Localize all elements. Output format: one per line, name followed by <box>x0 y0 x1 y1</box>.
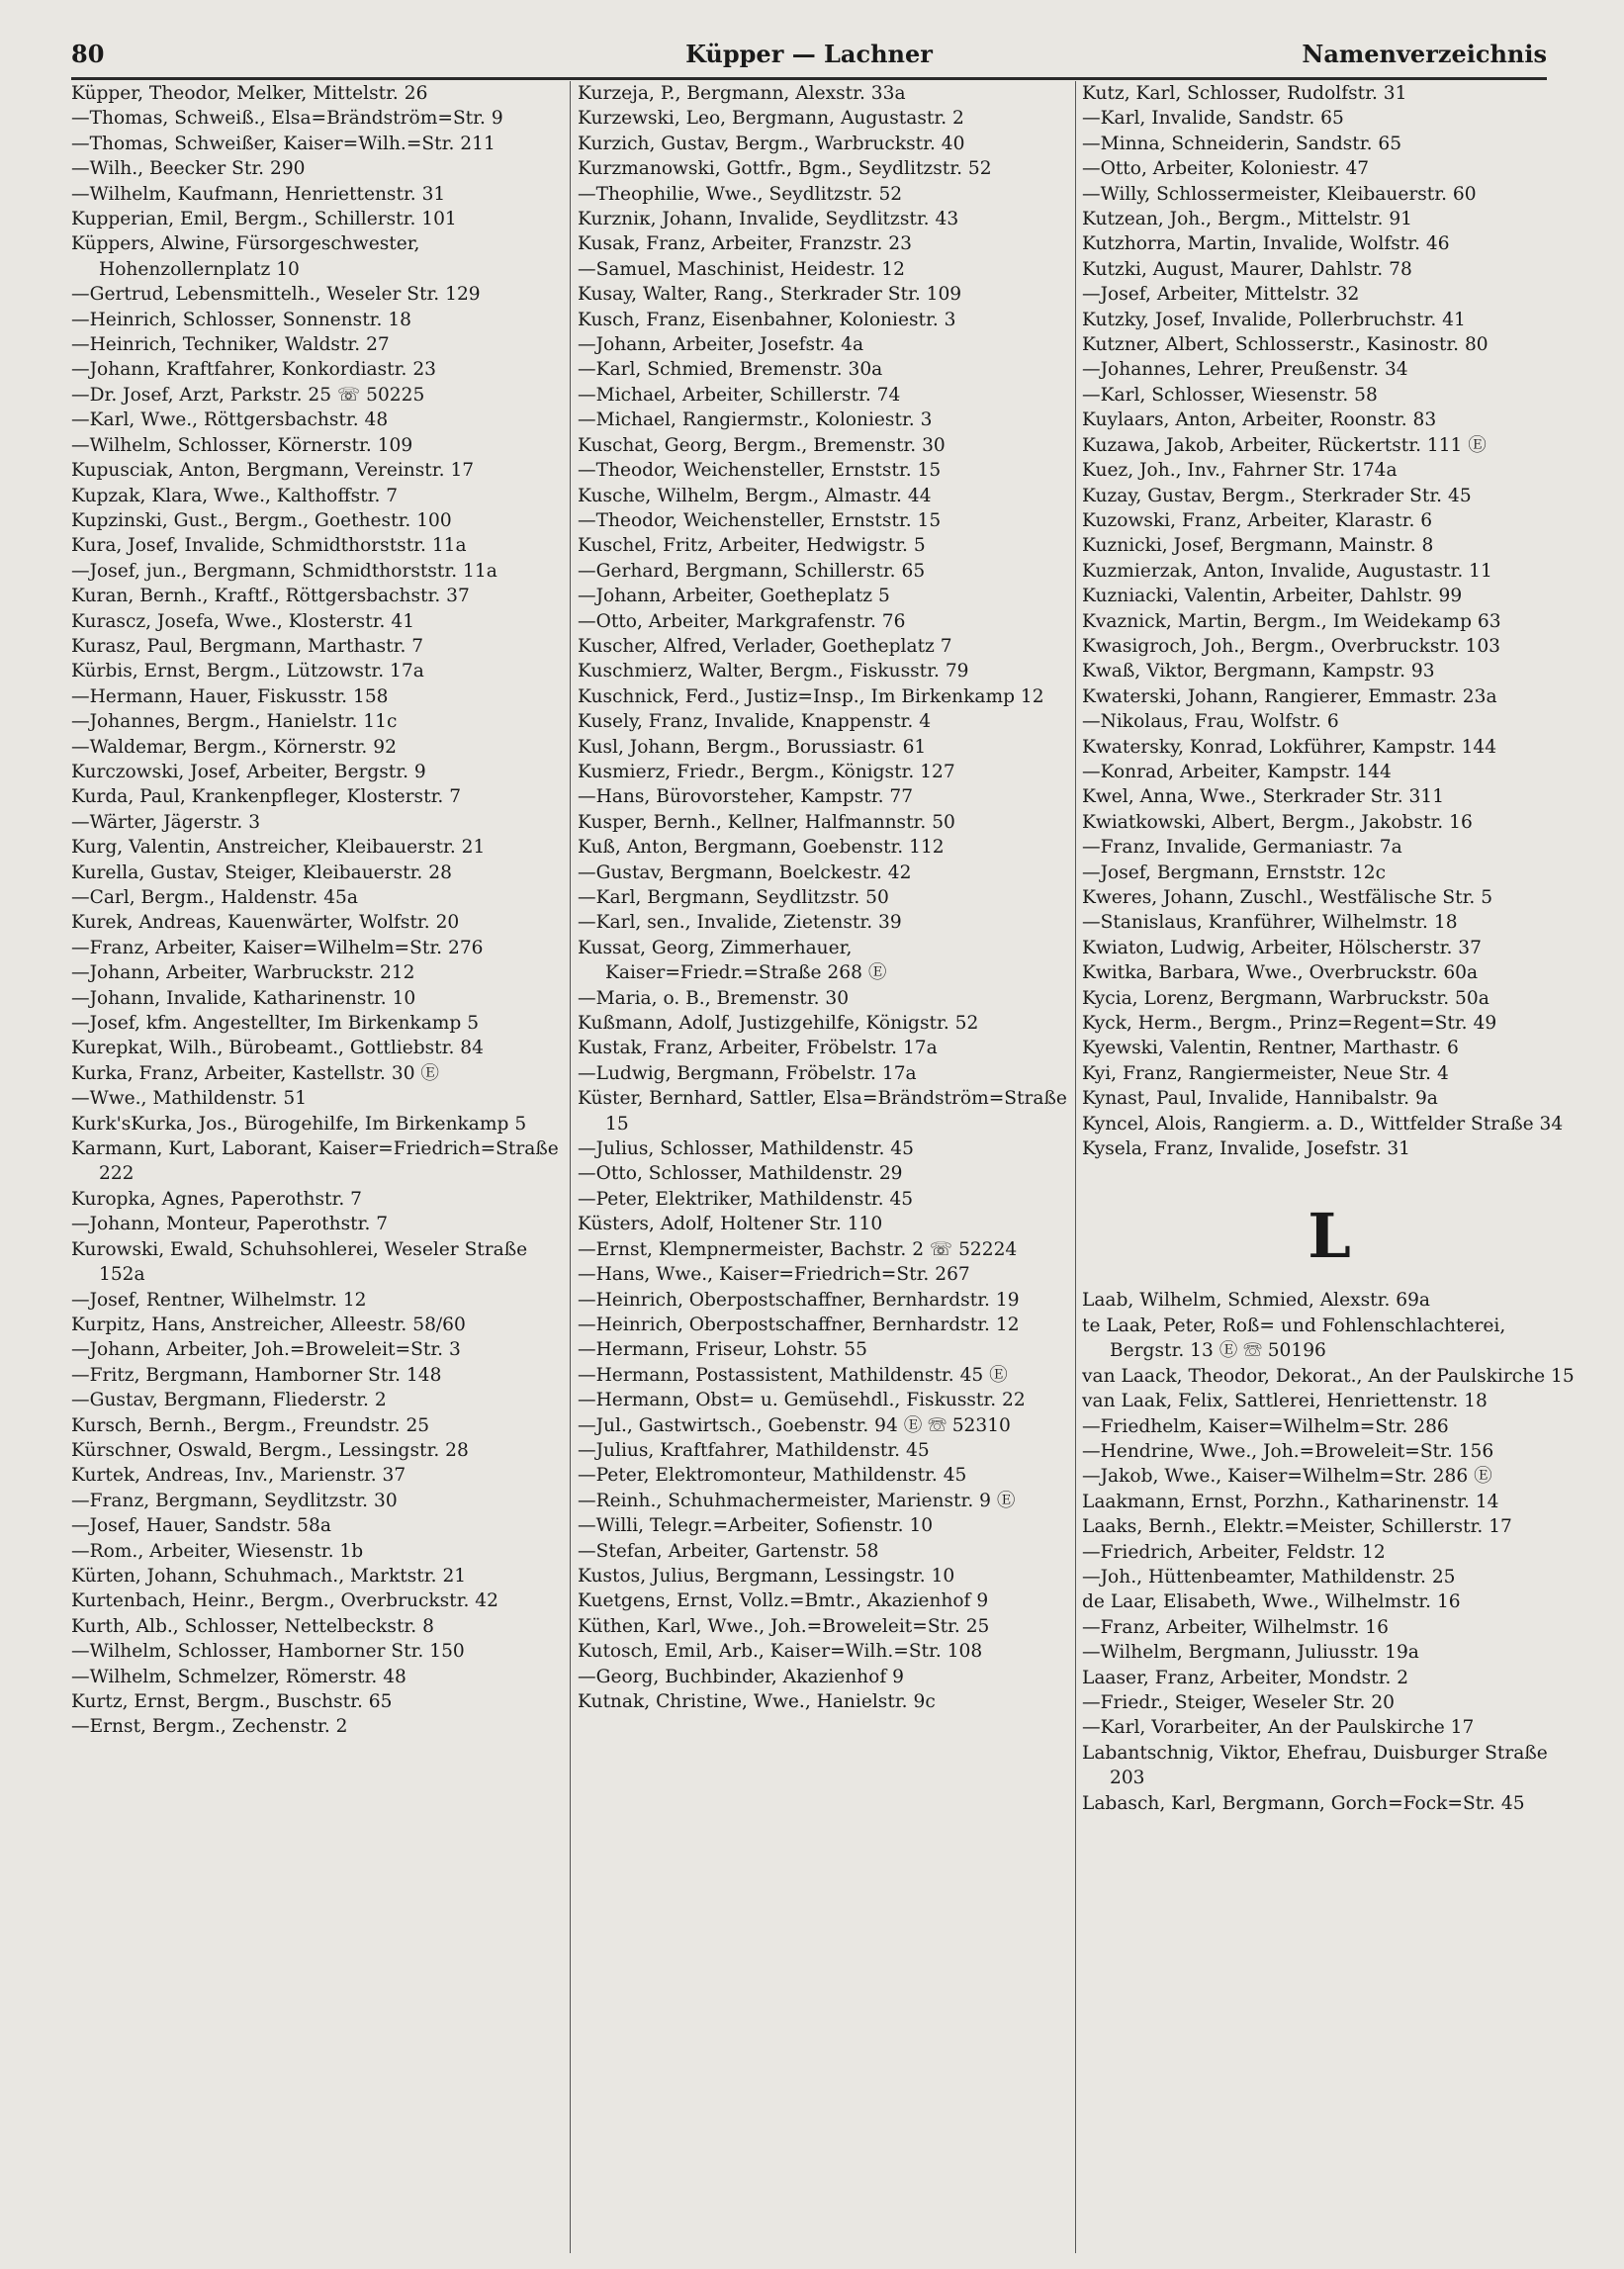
directory-entry: —Samuel, Maschinist, Heidestr. 12 <box>578 258 905 280</box>
directory-entry: Kurczowski, Josef, Arbeiter, Bergstr. 9 <box>71 761 426 782</box>
directory-entry: —Julius, Schlosser, Mathildenstr. 45 <box>578 1138 914 1160</box>
section-letter-heading: L <box>1308 1200 1351 1273</box>
directory-entry: Laaks, Bernh., Elektr.=Meister, Schillerstr. 17 <box>1082 1516 1512 1538</box>
directory-entry: —Fritz, Bergmann, Hamborner Str. 148 <box>71 1364 442 1386</box>
directory-entry: —Heinrich, Schlosser, Sonnenstr. 18 <box>71 309 412 330</box>
directory-entry: Kusch, Franz, Eisenbahner, Koloniestr. 3 <box>578 309 956 330</box>
directory-entry: —Nikolaus, Frau, Wolfstr. 6 <box>1082 711 1339 733</box>
directory-entry: —Minna, Schneiderin, Sandstr. 65 <box>1082 133 1402 154</box>
directory-entry: —Willi, Telegr.=Arbeiter, Sofienstr. 10 <box>578 1515 934 1537</box>
directory-entry: Kutzner, Albert, Schlosserstr., Kasinostr. 80 <box>1082 334 1489 356</box>
directory-entry: —Otto, Schlosser, Mathildenstr. 29 <box>578 1163 903 1185</box>
directory-entry: —Rom., Arbeiter, Wiesenstr. 1b <box>71 1540 364 1562</box>
directory-entry: Kursch, Bernh., Bergm., Freundstr. 25 <box>71 1414 430 1436</box>
directory-entry: Kuez, Joh., Inv., Fahrner Str. 174a <box>1082 460 1398 482</box>
directory-entry: —Hans, Bürovorsteher, Kampstr. 77 <box>578 786 914 808</box>
directory-entry: Kurk'sKurka, Jos., Bürogehilfe, Im Birkenkamp 5 <box>71 1113 527 1134</box>
directory-entry: te Laak, Peter, Roß= und Fohlenschlachterei, Bergstr. 13 Ⓔ ☏ 50196 <box>1082 1315 1506 1362</box>
directory-entry: Kurtek, Andreas, Inv., Marienstr. 37 <box>71 1465 406 1487</box>
directory-entry: —Reinh., Schuhmachermeister, Marienstr. 9 Ⓔ <box>578 1490 1016 1511</box>
directory-entry: Küsters, Adolf, Holtener Str. 110 <box>578 1214 883 1235</box>
directory-entry: —Theodor, Weichensteller, Ernststr. 15 <box>578 460 942 482</box>
directory-entry: Kwatersky, Konrad, Lokführer, Kampstr. 144 <box>1082 736 1497 758</box>
directory-entry: Kyewski, Valentin, Rentner, Marthastr. 6 <box>1082 1038 1459 1059</box>
directory-entry: —Josef, Hauer, Sandstr. 58a <box>71 1515 331 1537</box>
directory-entry: Kutosch, Emil, Arb., Kaiser=Wilh.=Str. 108 <box>578 1641 983 1663</box>
directory-entry: —Ludwig, Bergmann, Fröbelstr. 17a <box>578 1062 917 1084</box>
directory-entry: —Hermann, Hauer, Fiskusstr. 158 <box>71 685 389 707</box>
directory-entry: —Josef, Bergmann, Ernststr. 12c <box>1082 862 1386 883</box>
directory-entry: Kwaterski, Johann, Rangierer, Emmastr. 23a <box>1082 685 1497 707</box>
directory-column-2 <box>578 81 1068 2257</box>
directory-entry: Kwitka, Barbara, Wwe., Overbruckstr. 60a <box>1082 962 1479 984</box>
directory-entry: —Dr. Josef, Arzt, Parkstr. 25 ☏ 50225 <box>71 384 425 406</box>
directory-entry: Kurtz, Ernst, Bergm., Buschstr. 65 <box>71 1691 393 1712</box>
directory-entry: Küppers, Alwine, Fürsorgeschwester, Hohenzollernplatz 10 <box>71 233 420 280</box>
directory-entry: —Willy, Schlossermeister, Kleibauerstr. 60 <box>1082 183 1477 205</box>
directory-entry: Kurzmanowski, Gottfr., Bgm., Seydlitzstr. 52 <box>578 158 992 180</box>
directory-entry: Kusper, Bernh., Kellner, Halfmannstr. 50 <box>578 811 955 833</box>
directory-entry: —Stefan, Arbeiter, Gartenstr. 58 <box>578 1540 879 1562</box>
directory-entry: —Heinrich, Oberpostschaffner, Bernhardstr. 19 <box>578 1289 1020 1311</box>
directory-entry: Kupusciak, Anton, Bergmann, Vereinstr. 17 <box>71 460 475 482</box>
directory-entry: Kuzawa, Jakob, Arbeiter, Rückertstr. 111 Ⓔ <box>1082 434 1487 456</box>
directory-entry: —Johannes, Lehrer, Preußenstr. 34 <box>1082 359 1408 381</box>
directory-entry: Kupperian, Emil, Bergm., Schillerstr. 101 <box>71 209 457 230</box>
directory-entry: —Heinrich, Oberpostschaffner, Bernhardstr. 12 <box>578 1314 1020 1335</box>
directory-entry: —Johann, Kraftfahrer, Konkordiastr. 23 <box>71 359 436 381</box>
directory-entry: Kurzeja, P., Bergmann, Alexstr. 33a <box>578 83 906 104</box>
directory-entry: Kutzean, Joh., Bergm., Mittelstr. 91 <box>1082 209 1413 230</box>
directory-entry: —Johann, Invalide, Katharinenstr. 10 <box>71 987 416 1009</box>
directory-entry: Kuschel, Fritz, Arbeiter, Hedwigstr. 5 <box>578 535 926 557</box>
directory-entry: Kurasz, Paul, Bergmann, Marthastr. 7 <box>71 635 424 657</box>
directory-entry: Kyi, Franz, Rangiermeister, Neue Str. 4 <box>1082 1062 1449 1084</box>
directory-entry: Kurzniк, Johann, Invalide, Seydlitzstr. 43 <box>578 209 959 230</box>
directory-entry: —Wilhelm, Bergmann, Juliusstr. 19a <box>1082 1642 1419 1664</box>
directory-entry: Kuropka, Agnes, Paperothstr. 7 <box>71 1188 362 1210</box>
directory-entry: —Johannes, Bergm., Hanielstr. 11c <box>71 711 398 733</box>
directory-entry: —Karl, Wwe., Röttgersbachstr. 48 <box>71 409 389 431</box>
directory-entry: —Waldemar, Bergm., Körnerstr. 92 <box>71 736 397 758</box>
directory-entry: Kwel, Anna, Wwe., Sterkrader Str. 311 <box>1082 786 1445 808</box>
directory-entry: —Heinrich, Techniker, Waldstr. 27 <box>71 334 390 356</box>
directory-entry: Kuetgens, Ernst, Vollz.=Bmtr., Akazienhof 9 <box>578 1590 989 1612</box>
directory-entry: —Theodor, Weichensteller, Ernststr. 15 <box>578 509 942 531</box>
directory-entry: —Wilhelm, Schmelzer, Römerstr. 48 <box>71 1666 406 1687</box>
directory-entry: Kurepkat, Wilh., Bürobeamt., Gottliebstr. 84 <box>71 1038 484 1059</box>
directory-entry: Kura, Josef, Invalide, Schmidthorststr. 11a <box>71 535 467 557</box>
directory-entry: —Johann, Arbeiter, Warbruckstr. 212 <box>71 962 415 984</box>
directory-entry: Kußmann, Adolf, Justizgehilfe, Königstr. 52 <box>578 1013 979 1035</box>
directory-entry: —Josef, Rentner, Wilhelmstr. 12 <box>71 1289 367 1311</box>
directory-entry: Kuran, Bernh., Kraftf., Röttgersbachstr. 37 <box>71 586 470 607</box>
directory-entry: Kustak, Franz, Arbeiter, Fröbelstr. 17a <box>578 1038 938 1059</box>
directory-entry: Kurpitz, Hans, Anstreicher, Alleestr. 58/60 <box>71 1314 466 1335</box>
directory-entry: —Ernst, Klempnermeister, Bachstr. 2 ☏ 52224 <box>578 1238 1018 1260</box>
directory-entry: —Jakob, Wwe., Kaiser=Wilhelm=Str. 286 Ⓔ <box>1082 1466 1492 1488</box>
directory-entry: Küpper, Theodor, Melker, Mittelstr. 26 <box>71 83 428 104</box>
directory-entry: —Franz, Arbeiter, Wilhelmstr. 16 <box>1082 1616 1389 1638</box>
directory-entry: Kusl, Johann, Bergm., Borussiastr. 61 <box>578 736 927 758</box>
directory-entry: —Josef, kfm. Angestellter, Im Birkenkamp 5 <box>71 1013 480 1035</box>
directory-entry: —Ernst, Bergm., Zechenstr. 2 <box>71 1716 348 1738</box>
directory-entry: —Peter, Elektromonteur, Mathildenstr. 45 <box>578 1465 967 1487</box>
directory-entry: Kutz, Karl, Schlosser, Rudolfstr. 31 <box>1082 83 1407 104</box>
directory-column-1 <box>71 81 562 2257</box>
directory-entry: —Wilhelm, Schlosser, Hamborner Str. 150 <box>71 1641 465 1663</box>
directory-entry: Laakmann, Ernst, Porzhn., Katharinenstr. 14 <box>1082 1491 1499 1512</box>
directory-entry: —Gustav, Bergmann, Fliederstr. 2 <box>71 1390 387 1411</box>
directory-entry: van Laak, Felix, Sattlerei, Henriettenstr. 18 <box>1082 1391 1488 1412</box>
directory-entry: Kuscher, Alfred, Verlader, Goetheplatz 7 <box>578 635 952 657</box>
directory-entry: —Otto, Arbeiter, Markgrafenstr. 76 <box>578 610 906 632</box>
directory-entry: Kwasigroch, Joh., Bergm., Overbruckstr. 103 <box>1082 635 1501 657</box>
directory-entry: Kuzmierzak, Anton, Invalide, Augustastr. 11 <box>1082 560 1492 582</box>
directory-entry: Kuzowski, Franz, Arbeiter, Klarastr. 6 <box>1082 509 1433 531</box>
directory-entry: Kycia, Lorenz, Bergmann, Warbruckstr. 50a <box>1082 987 1489 1009</box>
directory-entry: —Konrad, Arbeiter, Kampstr. 144 <box>1082 761 1392 782</box>
directory-entry: Laab, Wilhelm, Schmied, Alexstr. 69a <box>1082 1290 1431 1312</box>
directory-entry: Kysela, Franz, Invalide, Josefstr. 31 <box>1082 1138 1411 1160</box>
directory-entry: —Georg, Buchbinder, Akazienhof 9 <box>578 1666 904 1687</box>
directory-entry: —Carl, Bergm., Haldenstr. 45a <box>71 887 358 908</box>
column-divider <box>570 81 571 2253</box>
directory-entry: Kutnak, Christine, Wwe., Hanielstr. 9c <box>578 1691 936 1712</box>
directory-entry: —Joh., Hüttenbeamter, Mathildenstr. 25 <box>1082 1566 1456 1588</box>
directory-entry: Kürbis, Ernst, Bergm., Lützowstr. 17a <box>71 661 424 682</box>
directory-entry: —Friedr., Steiger, Weseler Str. 20 <box>1082 1691 1395 1713</box>
directory-entry: Kutzky, Josef, Invalide, Pollerbruchstr. 41 <box>1082 309 1466 330</box>
directory-entry: Kurowski, Ewald, Schuhsohlerei, Weseler Straße 152a <box>71 1238 528 1286</box>
directory-column-3 <box>1082 81 1577 2257</box>
directory-entry: Kurek, Andreas, Kauenwärter, Wolfstr. 20 <box>71 912 460 934</box>
directory-entry: Kuzniacki, Valentin, Arbeiter, Dahlstr. 99 <box>1082 586 1463 607</box>
directory-entry: Kurtenbach, Heinr., Bergm., Overbruckstr. 42 <box>71 1590 498 1612</box>
directory-entry: Kutzki, August, Maurer, Dahlstr. 78 <box>1082 258 1412 280</box>
directory-entry: Kurka, Franz, Arbeiter, Kastellstr. 30 Ⓔ <box>71 1062 440 1084</box>
directory-entry: Kusely, Franz, Invalide, Knappenstr. 4 <box>578 711 932 733</box>
directory-entry: —Karl, Schmied, Bremenstr. 30a <box>578 359 883 381</box>
directory-entry: —Michael, Arbeiter, Schillerstr. 74 <box>578 384 901 406</box>
directory-entry: —Wilh., Beecker Str. 290 <box>71 158 306 180</box>
directory-entry: —Karl, Vorarbeiter, An der Paulskirche 17 <box>1082 1717 1475 1739</box>
directory-entry: Kusay, Walter, Rang., Sterkrader Str. 109 <box>578 284 962 306</box>
directory-entry: Karmann, Kurt, Laborant, Kaiser=Friedrich=Straße 222 <box>71 1138 559 1185</box>
directory-entry: —Franz, Invalide, Germaniastr. 7a <box>1082 837 1402 859</box>
directory-entry: Kupzak, Klara, Wwe., Kalthoffstr. 7 <box>71 485 399 506</box>
directory-entry: Kuschmierz, Walter, Bergm., Fiskusstr. 79 <box>578 661 969 682</box>
directory-entry: —Gertrud, Lebensmittelh., Weseler Str. 129 <box>71 284 481 306</box>
directory-entry: Kurg, Valentin, Anstreicher, Kleibauerstr. 21 <box>71 837 486 859</box>
directory-entry: —Franz, Bergmann, Seydlitzstr. 30 <box>71 1490 398 1511</box>
directory-entry: Küthen, Karl, Wwe., Joh.=Broweleit=Str. 25 <box>578 1615 990 1637</box>
directory-entry: —Karl, sen., Invalide, Zietenstr. 39 <box>578 912 902 934</box>
directory-entry: —Julius, Kraftfahrer, Mathildenstr. 45 <box>578 1439 930 1461</box>
directory-entry: Kuzay, Gustav, Bergm., Sterkrader Str. 45 <box>1082 485 1472 506</box>
directory-entry: Kusche, Wilhelm, Bergm., Almastr. 44 <box>578 485 932 506</box>
directory-entry: Kvaznick, Martin, Bergm., Im Weidekamp 63 <box>1082 610 1501 632</box>
directory-entry: —Gustav, Bergmann, Boelckestr. 42 <box>578 862 912 883</box>
directory-entry: Kuschnick, Ferd., Justiz=Insp., Im Birkenkamp 12 <box>578 685 1044 707</box>
directory-entry: —Hermann, Postassistent, Mathildenstr. 45 Ⓔ <box>578 1364 1008 1386</box>
directory-entry: Kyncel, Alois, Rangierm. a. D., Wittfelder Straße 34 <box>1082 1113 1564 1134</box>
running-title: Küpper — Lachner <box>685 40 933 68</box>
directory-entry: Labasch, Karl, Bergmann, Gorch=Fock=Str. 45 <box>1082 1792 1525 1814</box>
directory-entry: Kuylaars, Anton, Arbeiter, Roonstr. 83 <box>1082 409 1437 431</box>
directory-entry: —Hans, Wwe., Kaiser=Friedrich=Str. 267 <box>578 1264 970 1286</box>
page-number: 80 <box>71 40 105 68</box>
directory-entry: Kutzhorra, Martin, Invalide, Wolfstr. 46 <box>1082 233 1450 255</box>
header-rule <box>71 77 1547 80</box>
directory-entry: —Johann, Arbeiter, Goetheplatz 5 <box>578 586 890 607</box>
directory-entry: —Hermann, Friseur, Lohstr. 55 <box>578 1339 867 1361</box>
directory-entry: —Johann, Arbeiter, Josefstr. 4a <box>578 334 864 356</box>
directory-entry: —Hendrine, Wwe., Joh.=Broweleit=Str. 156 <box>1082 1440 1494 1462</box>
directory-entry: —Josef, Arbeiter, Mittelstr. 32 <box>1082 284 1360 306</box>
directory-entry: Labantschnig, Viktor, Ehefrau, Duisburger Straße 203 <box>1082 1742 1548 1789</box>
directory-entry: —Wwe., Mathildenstr. 51 <box>71 1088 308 1110</box>
directory-entry: Kuzniсki, Josef, Bergmann, Mainstr. 8 <box>1082 535 1434 557</box>
directory-entry: —Johann, Arbeiter, Joh.=Broweleit=Str. 3 <box>71 1339 461 1361</box>
directory-entry: Kwiatkowski, Albert, Bergm., Jakobstr. 16 <box>1082 811 1473 833</box>
directory-entry: van Laack, Theodor, Dekorat., An der Paulskirche 15 <box>1082 1365 1575 1387</box>
directory-entry: —Wilhelm, Schlosser, Körnerstr. 109 <box>71 434 413 456</box>
directory-entry: —Stanislaus, Kranführer, Wilhelmstr. 18 <box>1082 912 1458 934</box>
directory-entry: —Theophilie, Wwe., Seydlitzstr. 52 <box>578 183 903 205</box>
directory-entry: Laaser, Franz, Arbeiter, Mondstr. 2 <box>1082 1667 1409 1688</box>
directory-entry: —Gerhard, Bergmann, Schillerstr. 65 <box>578 560 926 582</box>
directory-entry: Küster, Bernhard, Sattler, Elsa=Brändström=Straße 15 <box>578 1088 1067 1134</box>
directory-entry: —Karl, Invalide, Sandstr. 65 <box>1082 108 1344 130</box>
directory-entry: Kyck, Herm., Bergm., Prinz=Regent=Str. 49 <box>1082 1013 1497 1035</box>
directory-entry: —Franz, Arbeiter, Kaiser=Wilhelm=Str. 276 <box>71 937 484 958</box>
directory-entry: Kusmierz, Friedr., Bergm., Königstr. 127 <box>578 761 955 782</box>
directory-entry: —Jul., Gastwirtsch., Goebenstr. 94 Ⓔ ☏ 52310 <box>578 1414 1011 1436</box>
directory-entry: Kustos, Julius, Bergmann, Lessingstr. 10 <box>578 1565 955 1587</box>
directory-entry: —Josef, jun., Bergmann, Schmidthorststr. 11a <box>71 560 497 582</box>
directory-entry: —Karl, Schlosser, Wiesenstr. 58 <box>1082 384 1378 406</box>
directory-entry: Kurda, Paul, Krankenpfleger, Klosterstr. 7 <box>71 786 462 808</box>
directory-entry: Kurascz, Josefa, Wwe., Klosterstr. 41 <box>71 610 415 632</box>
directory-entry: Kurella, Gustav, Steiger, Kleibauerstr. 28 <box>71 862 452 883</box>
directory-entry: Kuß, Anton, Bergmann, Goebenstr. 112 <box>578 837 945 859</box>
directory-entry: Kwaß, Viktor, Bergmann, Kampstr. 93 <box>1082 661 1435 682</box>
directory-entry: —Michael, Rangiermstr., Koloniestr. 3 <box>578 409 933 431</box>
directory-entry: de Laar, Elisabeth, Wwe., Wilhelmstr. 16 <box>1082 1591 1461 1613</box>
directory-entry: Kuschat, Georg, Bergm., Bremenstr. 30 <box>578 434 946 456</box>
directory-entry: —Johann, Monteur, Paperothstr. 7 <box>71 1214 389 1235</box>
directory-entry: Kurzich, Gustav, Bergm., Warbruckstr. 40 <box>578 133 965 154</box>
directory-entry: Kupzinski, Gust., Bergm., Goethestr. 100 <box>71 509 452 531</box>
directory-entry: Kürschner, Oswald, Bergm., Lessingstr. 28 <box>71 1439 469 1461</box>
directory-entry: —Thomas, Schweiß., Elsa=Brändström=Str. 9 <box>71 108 503 130</box>
directory-entry: —Peter, Elektriker, Mathildenstr. 45 <box>578 1188 914 1210</box>
directory-entry: —Friedrich, Arbeiter, Feldstr. 12 <box>1082 1541 1386 1563</box>
section-title: Namenverzeichnis <box>1302 40 1547 68</box>
directory-entry: Kwiaton, Ludwig, Arbeiter, Hölscherstr. 37 <box>1082 937 1482 958</box>
directory-entry: Kynast, Paul, Invalide, Hannibalstr. 9a <box>1082 1088 1438 1110</box>
directory-entry: —Wilhelm, Kaufmann, Henriettenstr. 31 <box>71 183 446 205</box>
directory-entry: —Wärter, Jägerstr. 3 <box>71 811 261 833</box>
directory-entry: Kweres, Johann, Zuschl., Westfälische Str. 5 <box>1082 887 1493 908</box>
directory-entry: —Maria, o. B., Bremenstr. 30 <box>578 987 850 1009</box>
directory-entry: Kurth, Alb., Schlosser, Nettelbeckstr. 8 <box>71 1615 434 1637</box>
directory-entry: —Otto, Arbeiter, Koloniestr. 47 <box>1082 158 1370 180</box>
directory-entry: —Friedhelm, Kaiser=Wilhelm=Str. 286 <box>1082 1415 1449 1437</box>
directory-entry: —Hermann, Obst= u. Gemüsehdl., Fiskusstr. 22 <box>578 1390 1026 1411</box>
directory-entry: —Thomas, Schweißer, Kaiser=Wilh.=Str. 211 <box>71 133 496 154</box>
directory-entry: Kürten, Johann, Schuhmach., Marktstr. 21 <box>71 1565 467 1587</box>
directory-entry: —Karl, Bergmann, Seydlitzstr. 50 <box>578 887 889 908</box>
column-divider <box>1075 81 1076 2253</box>
page-header <box>71 40 1547 73</box>
directory-entry: Kurzewski, Leo, Bergmann, Augustastr. 2 <box>578 108 964 130</box>
directory-entry: Kussat, Georg, Zimmerhauer, Kaiser=Friedr.=Straße 268 Ⓔ <box>578 937 887 984</box>
directory-entry: Kusak, Franz, Arbeiter, Franzstr. 23 <box>578 233 912 255</box>
